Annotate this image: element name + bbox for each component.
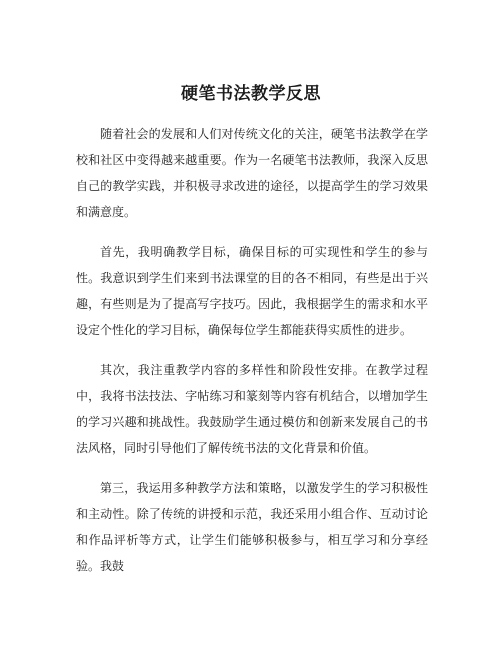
document-title: 硬笔书法教学反思 [181, 84, 321, 104]
paragraph-2: 首先，我明确教学目标，确保目标的可实现性和学生的参与性。我意识到学生们来到书法课堂的目的各不相同，有些是出于兴趣，有些则是为了提高写字技巧。因此，我根据学生的需求和水平设定个性化的学习目标，确保每位学生都能获得实质性的进步。 [76, 245, 428, 337]
paragraph-3: 其次，我注重教学内容的多样性和阶段性安排。在教学过程中，我将书法技法、字帖练习和篆刻等内容有机结合，以增加学生的学习兴趣和挑战性。我鼓励学生通过模仿和创新来发展自己的书法风格，同时引导他们了解传统书法的文化背景和价值。 [76, 363, 428, 455]
paragraph-1: 随着社会的发展和人们对传统文化的关注，硬笔书法教学在学校和社区中变得越来越重要。作为一名硬笔书法教师，我深入反思自己的教学实践，并积极寻求改进的途径，以提高学生的学习效果和满意度。 [76, 127, 428, 219]
paragraph-4: 第三，我运用多种教学方法和策略，以激发学生的学习积极性和主动性。除了传统的讲授和示范，我还采用小组合作、互动讨论和作品评析等方式，让学生们能够积极参与，相互学习和分享经验。我鼓 [76, 481, 428, 573]
document-body [76, 121, 428, 593]
